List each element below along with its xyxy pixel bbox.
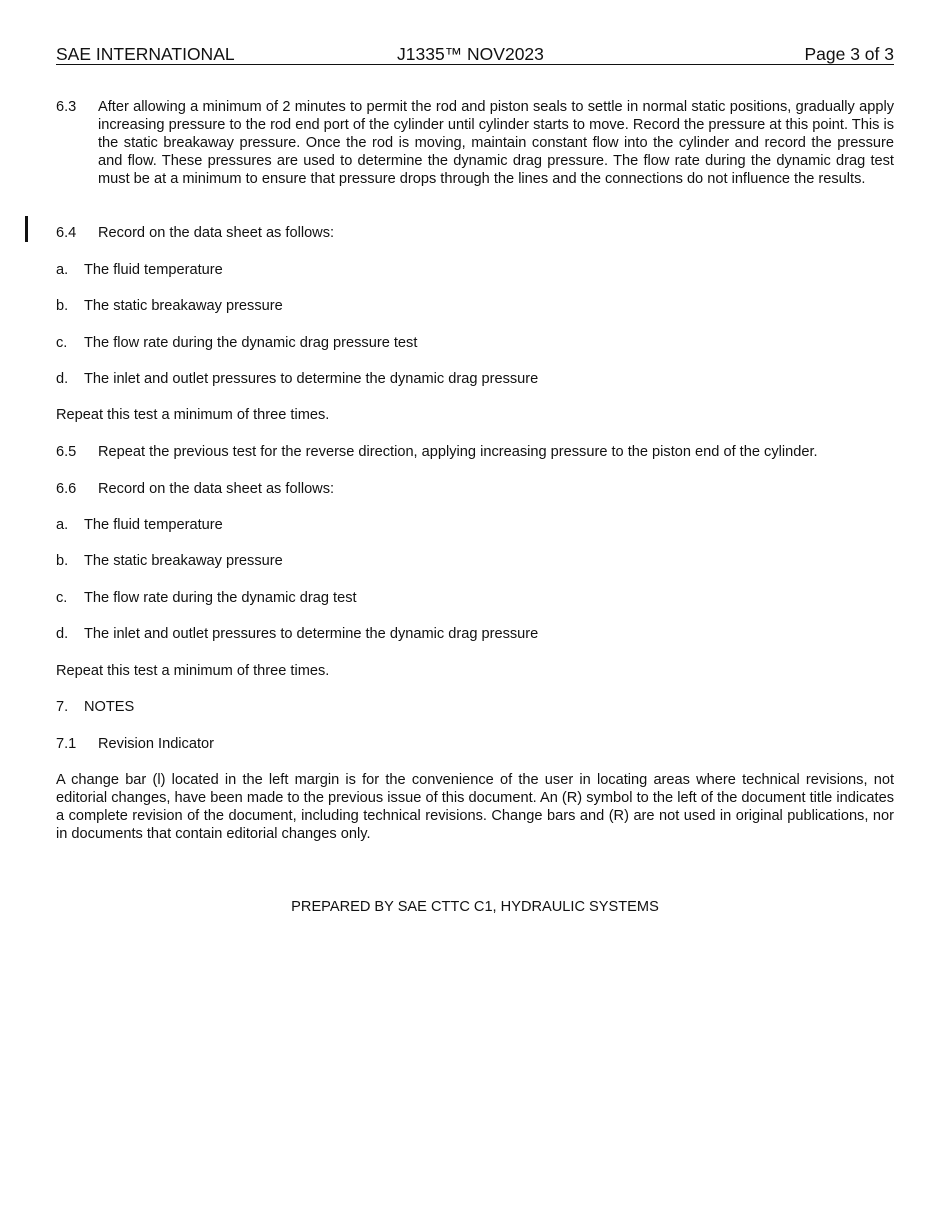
list-item-letter: a. [56, 262, 69, 278]
list-item-text: The flow rate during the dynamic drag pressure test [84, 335, 418, 351]
section-text: Repeat the previous test for the reverse direction, applying increasing pressure to the piston end of the cylinder. [98, 444, 818, 460]
list-item-letter: c. [56, 335, 68, 351]
section-number: 6.4 [56, 225, 77, 241]
list-item [56, 334, 894, 352]
section-number: 6.6 [56, 481, 77, 497]
section-6-5 [56, 443, 894, 461]
list-item-text: The static breakaway pressure [84, 298, 283, 314]
repeat-note: Repeat this test a minimum of three times. [56, 407, 330, 423]
list-item-letter: c. [56, 590, 68, 606]
section-title: NOTES [84, 699, 135, 715]
page-header [56, 44, 894, 65]
list-item-text: The fluid temperature [84, 517, 223, 533]
section-number: 6.3 [56, 99, 77, 115]
list-item [56, 297, 894, 315]
list-item [56, 516, 894, 534]
change-bar [25, 216, 28, 242]
section-6-6 [56, 480, 894, 498]
list-item-text: The inlet and outlet pressures to determine the dynamic drag pressure [84, 626, 539, 642]
section-text: After allowing a minimum of 2 minutes to permit the rod and piston seals to settle in normal static positions, gradually apply increasing pressure to the rod end port of the cylinder until cylinder starts to move. Record the pressure at this point. This is the static breakaway pressure. Once the rod is moving, maintain constant flow into the cylinder and record the pressure and flow. These pressures are used to determine the dynamic drag pressure. The flow rate during the dynamic drag test must be at a minimum to ensure that pressure drops through the lines and the connections do not influence the results. [98, 99, 894, 187]
list-item-letter: d. [56, 371, 69, 387]
list-item [56, 589, 894, 607]
section-6-3 [56, 98, 894, 188]
list-item-text: The static breakaway pressure [84, 553, 283, 569]
list-item [56, 370, 894, 388]
section-number: 7.1 [56, 736, 77, 752]
list-item-text: The flow rate during the dynamic drag test [84, 590, 357, 606]
prepared-by: PREPARED BY SAE CTTC C1, HYDRAULIC SYSTEMS [291, 899, 659, 915]
list-item-letter: d. [56, 626, 69, 642]
list-item-letter: b. [56, 553, 69, 569]
header-organization: SAE INTERNATIONAL [56, 44, 235, 64]
list-item-letter: b. [56, 298, 69, 314]
revision-indicator-text: A change bar (l) located in the left margin is for the convenience of the user in locating areas where technical revisions, not editorial changes, have been made to the previous issue of this document. An (R) symbol to the left of the document title indicates a complete revision of the document, including technical revisions. Change bars and (R) are not used in original publications, nor in documents that contain editorial changes only. [56, 772, 894, 842]
section-7-heading [56, 698, 894, 716]
header-document-id: J1335™ NOV2023 [397, 44, 544, 64]
repeat-note: Repeat this test a minimum of three times. [56, 663, 330, 679]
list-item [56, 625, 894, 643]
section-text: Record on the data sheet as follows: [98, 225, 335, 241]
section-title: Revision Indicator [98, 736, 214, 752]
list-item-text: The fluid temperature [84, 262, 223, 278]
section-number: 7. [56, 699, 69, 715]
list-item [56, 261, 894, 279]
list-item-letter: a. [56, 517, 69, 533]
section-text: Record on the data sheet as follows: [98, 481, 335, 497]
section-number: 6.5 [56, 444, 77, 460]
header-page-number: Page 3 of 3 [804, 44, 894, 64]
section-7-1-heading [56, 735, 894, 753]
list-item-text: The inlet and outlet pressures to determine the dynamic drag pressure [84, 371, 539, 387]
section-6-4 [56, 224, 894, 242]
list-item [56, 552, 894, 570]
